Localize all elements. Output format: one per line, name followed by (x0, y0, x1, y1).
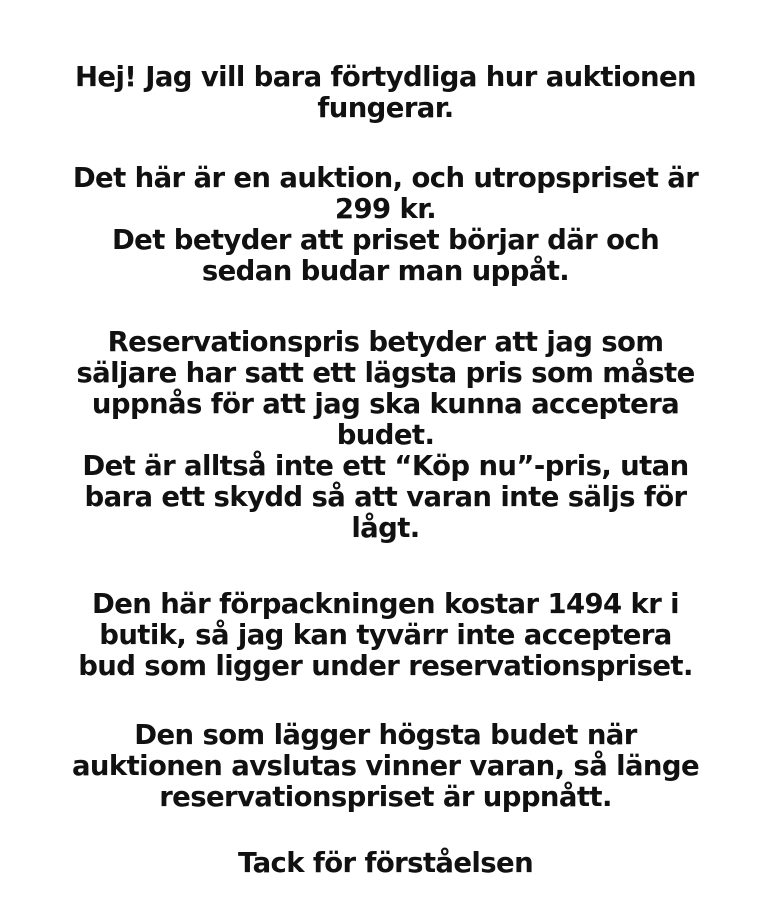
text-line: Det här är en auktion, och utropspriset är (72, 162, 699, 194)
reserve-price-paragraph (20, 327, 751, 544)
text-line: Den här förpackningen kostar 1494 kr i (91, 588, 680, 620)
text-line: Den som lägger högsta budet när (134, 719, 637, 751)
text-line: reservationspriset är uppnått. (159, 781, 612, 813)
store-price-paragraph (20, 589, 751, 682)
text-line: uppnås för att jag ska kunna acceptera (91, 388, 680, 420)
text-line: lågt. (351, 512, 420, 544)
text-line: säljare har satt ett lägsta pris som måste (76, 357, 695, 389)
text-line: budet. (336, 419, 435, 451)
text-line: Tack för förståelsen (237, 847, 534, 879)
text-line: Det betyder att priset börjar där och (111, 224, 660, 256)
text-line: bara ett skydd så att varan inte säljs för (84, 481, 687, 513)
text-line: 299 kr. (334, 193, 437, 225)
text-line: Det är alltså inte ett “Köp nu”-pris, utan (82, 450, 689, 482)
text-line: butik, så jag kan tyvärr inte acceptera (99, 619, 672, 651)
greeting-paragraph (20, 62, 751, 124)
text-line: auktionen avslutas vinner varan, så länge (71, 750, 700, 782)
text-line: bud som ligger under reservationspriset. (78, 650, 693, 682)
winner-paragraph (20, 720, 751, 813)
auction-start-paragraph (20, 163, 751, 287)
text-line: fungerar. (317, 92, 454, 124)
text-line: Hej! Jag vill bara förtydliga hur auktionen (74, 61, 696, 93)
text-line: Reservationspris betyder att jag som (107, 326, 664, 358)
thanks-paragraph (20, 848, 751, 879)
text-line: sedan budar man uppåt. (201, 255, 570, 287)
